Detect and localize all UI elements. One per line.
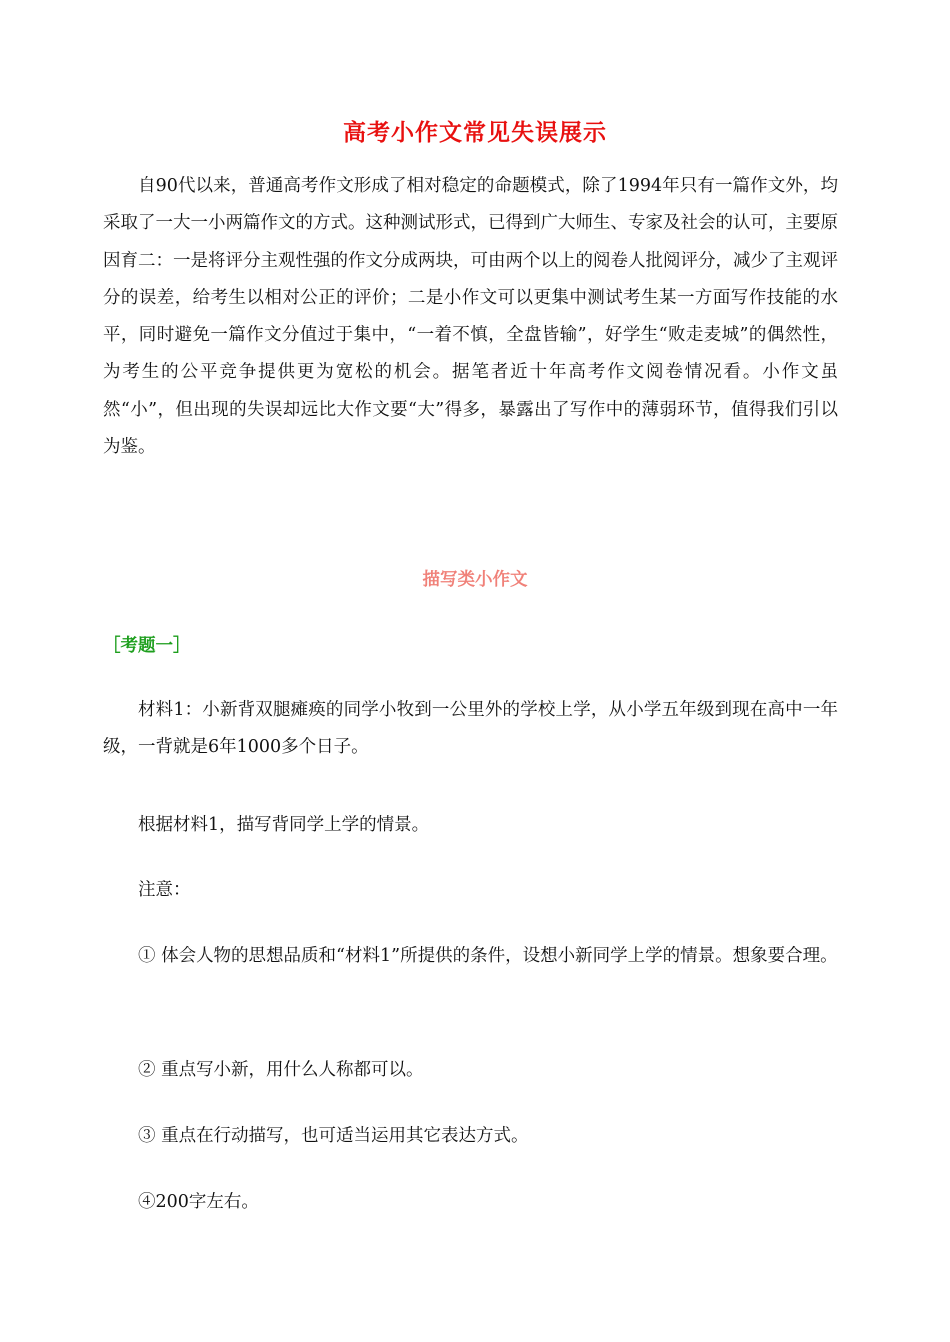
note-item: ③ 重点在行动描写，也可适当运用其它表达方式。 [138, 1126, 529, 1146]
question-tag: ［考题一］ [103, 636, 191, 656]
note-item: ④200字左右。 [138, 1192, 259, 1212]
material-paragraph: 材料1：小新背双腿瘫痪的同学小牧到一公里外的学校上学，从小学五年级到现在高中一年级，一背就是6年1000多个日子。 [103, 700, 838, 758]
note-item: ② 重点写小新，用什么人称都可以。 [138, 1060, 424, 1080]
note-label: 注意： [138, 880, 191, 900]
section-heading: 描写类小作文 [422, 570, 528, 590]
intro-paragraph: 自90代以来，普通高考作文形成了相对稳定的命题模式，除了1994年只有一篇作文外，均采取了一大一小两篇作文的方式。这种测试形式，已得到广大师生、专家及社会的认可，主要原因育二：一是将评分主观性强的作文分成两块，可由两个以上的阅卷人批阅评分，减少了主观评分的误差，给考生以相对公正的评价；二是小作文可以更集中测试考生某一方面写作技能的水平，同时避免一篇作文分值过于集中，“一着不慎，全盘皆输”，好学生“败走麦城”的偶然性，为考生的公平竞争提供更为宽松的机会。据笔者近十年高考作文阅卷情况看。小作文虽然“小”，但出现的失误却远比大作文要“大”得多，暴露出了写作中的薄弱环节，值得我们引以为鉴。 [103, 176, 838, 458]
document-title: 高考小作文常见失误展示 [343, 119, 607, 146]
note-item: ① 体会人物的思想品质和“材料1”所提供的条件，设想小新同学上学的情景。想象要合理。 [138, 946, 838, 966]
instruction-line: 根据材料1，描写背同学上学的情景。 [138, 815, 430, 835]
